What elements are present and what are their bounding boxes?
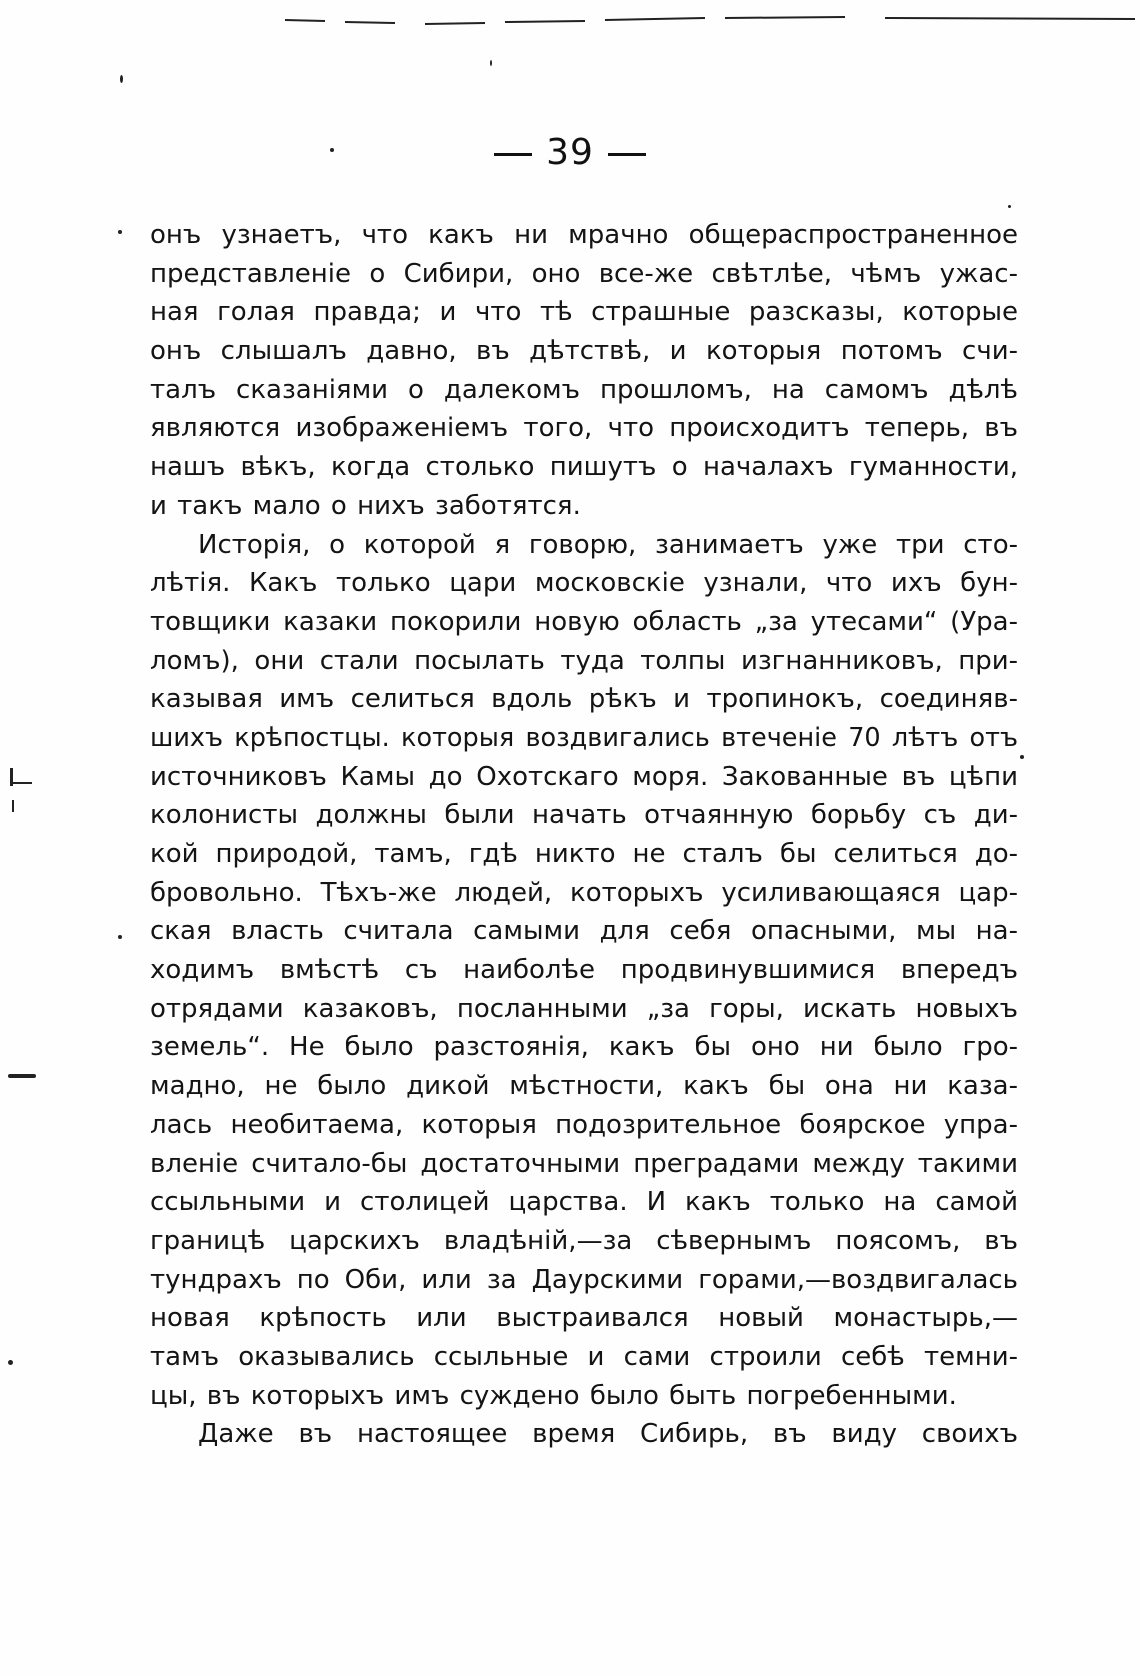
- text-line: границѣ царскихъ владѣній,—за сѣвернымъ поясомъ, въ: [150, 1225, 1018, 1256]
- ink-speck: [118, 935, 122, 939]
- text-line: талъ сказаніями о далекомъ прошломъ, на самомъ дѣлѣ: [150, 374, 1018, 405]
- text-line: представленіе о Сибири, оно все-же свѣтлѣе, чѣмъ ужас-: [150, 258, 1018, 289]
- margin-mark: [12, 800, 14, 812]
- text-line: новая крѣпость или выстраивался новый монастырь,—: [150, 1303, 1018, 1334]
- text-line: вленіе считало-бы достаточными преградами между такими: [150, 1148, 1018, 1179]
- text-line: нашъ вѣкъ, когда столько пишутъ о началахъ гуманности,: [150, 452, 1018, 483]
- text-line: онъ узнаетъ, что какъ ни мрачно общераспространенное: [150, 220, 1018, 250]
- page-number-left-dash: [494, 153, 532, 156]
- text-line: казывая имъ селиться вдоль рѣкъ и тропинокъ, соединяв-: [150, 684, 1018, 715]
- page-number-right-dash: [608, 153, 646, 156]
- text-line: товщики казаки покорили новую область „за утесами“ (Ура-: [150, 606, 1018, 637]
- text-line: онъ слышалъ давно, въ дѣтствѣ, и которыя потомъ счи-: [150, 336, 1018, 367]
- text-line: отрядами казаковъ, посланными „за горы, искать новыхъ: [150, 993, 1018, 1024]
- text-line: колонисты должны были начать отчаянную борьбу съ ди-: [150, 800, 1018, 831]
- page-number: [0, 132, 1140, 173]
- text-line: источниковъ Камы до Охотскаго моря. Закованные въ цѣпи: [150, 761, 1018, 792]
- text-line: Исторія, о которой я говорю, занимаетъ уже три сто-: [198, 529, 1018, 560]
- margin-mark: [12, 782, 32, 784]
- margin-mark: [8, 1074, 36, 1078]
- text-line: лѣтія. Какъ только цари московскіе узнали, что ихъ бун-: [150, 568, 1018, 599]
- text-line: цы, въ которыхъ имъ суждено было быть погребенными.: [150, 1380, 957, 1411]
- ink-speck: [1020, 755, 1024, 759]
- top-edge-rule: [285, 12, 1135, 26]
- ink-speck: [330, 148, 334, 152]
- ink-speck: [8, 1360, 13, 1365]
- text-line: ская власть считала самыми для себя опасными, мы на-: [150, 916, 1018, 947]
- text-line: бровольно. Тѣхъ-же людей, которыхъ усиливающаяся цар-: [150, 877, 1018, 908]
- text-line: тундрахъ по Оби, или за Даурскими горами,—воздвигалась: [150, 1264, 1018, 1295]
- page-number-value: 39: [546, 132, 594, 173]
- text-line: мадно, не было дикой мѣстности, какъ бы она ни каза-: [150, 1071, 1018, 1102]
- text-line: кой природой, тамъ, гдѣ никто не сталъ бы селиться до-: [150, 839, 1018, 869]
- ink-speck: [1008, 205, 1011, 208]
- text-line: ная голая правда; и что тѣ страшные разсказы, которые: [150, 297, 1018, 328]
- ink-speck: [118, 230, 122, 234]
- ink-speck: [490, 60, 492, 66]
- text-line: земель“. Не было разстоянія, какъ бы оно ни было гро-: [150, 1032, 1018, 1063]
- text-line: ломъ), они стали посылать туда толпы изгнанниковъ, при-: [150, 645, 1018, 676]
- ink-speck: [120, 75, 123, 83]
- text-line: Даже въ настоящее время Сибирь, въ виду своихъ: [198, 1419, 1018, 1450]
- text-line: ходимъ вмѣстѣ съ наиболѣе продвинувшимися впередъ: [150, 955, 1018, 986]
- text-line: и такъ мало о нихъ заботятся.: [150, 490, 581, 521]
- text-line: шихъ крѣпостцы. которыя воздвигались втеченіе 70 лѣтъ отъ: [150, 722, 1018, 753]
- text-line: тамъ оказывались ссыльные и сами строили себѣ темни-: [150, 1341, 1018, 1372]
- text-line: лась необитаема, которыя подозрительное боярское упра-: [150, 1109, 1018, 1140]
- text-line: являются изображеніемъ того, что происходитъ теперь, въ: [150, 413, 1018, 444]
- text-line: ссыльными и столицей царства. И какъ только на самой: [150, 1187, 1018, 1218]
- body-text: [150, 216, 1018, 1454]
